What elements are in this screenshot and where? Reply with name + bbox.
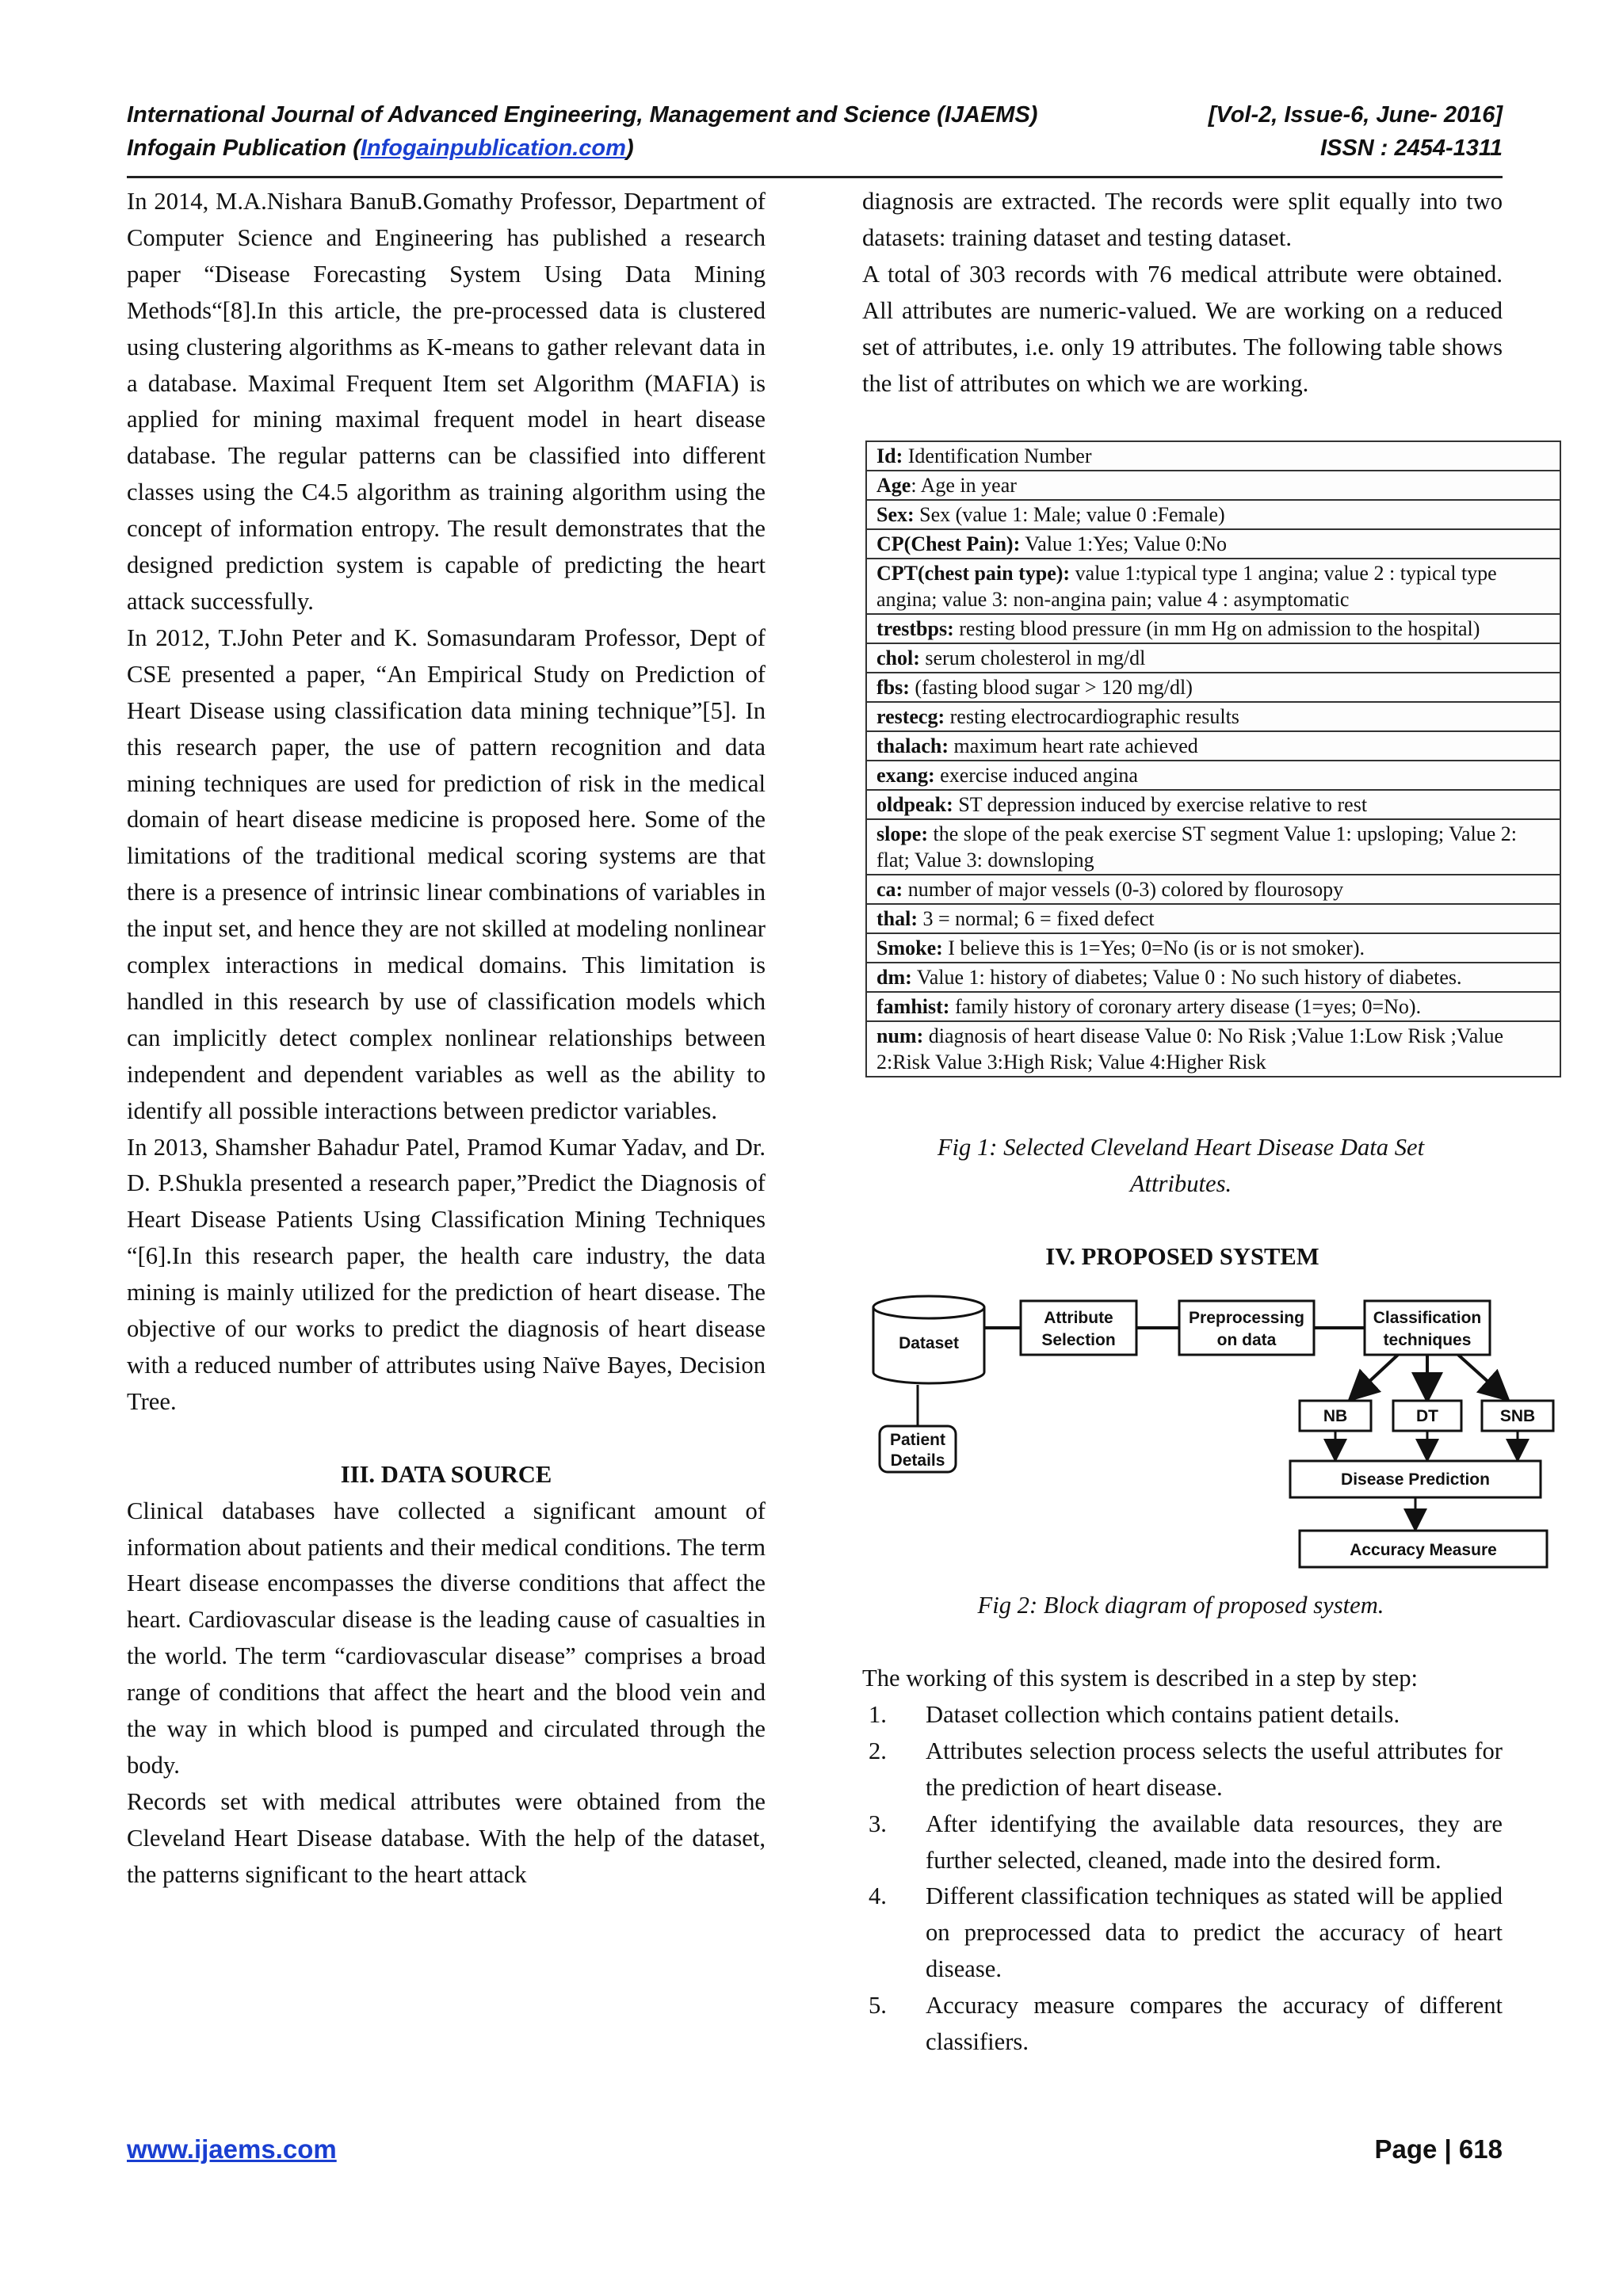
snb-label: SNB (1499, 1407, 1536, 1425)
arrow (1458, 1355, 1506, 1398)
attribute-name: Sex: (876, 503, 915, 526)
attribute-cell (866, 904, 1560, 933)
step-text: Different classification techniques as stated will be applied on preprocessed data to predict the accuracy of heart disease. (926, 1882, 1503, 1983)
attribute-row (866, 933, 1560, 963)
step-number: 3. (869, 1810, 887, 1837)
attribute-row (866, 500, 1560, 529)
attribute-cell (866, 500, 1560, 529)
list-item (862, 1733, 1503, 1806)
attribute-row (866, 790, 1560, 819)
attribute-row (866, 614, 1560, 643)
attribute-row (866, 819, 1560, 875)
arrow (1352, 1355, 1398, 1398)
attribute-cell (866, 471, 1560, 500)
attribute-row (866, 673, 1560, 702)
attribute-name: CPT(chest pain type): (876, 562, 1071, 585)
attribute-name: restecg: (876, 705, 945, 728)
step-text: Accuracy measure compares the accuracy of different classifiers. (926, 1992, 1503, 2056)
attribute-cell (866, 963, 1560, 992)
attribute-name: Smoke: (876, 936, 943, 959)
attribute-description: number of major vessels (0-3) colored by flourosopy (903, 878, 1344, 901)
preproc-label-1: Preprocessing (1189, 1309, 1304, 1327)
attribute-description: Value 1:Yes; Value 0:No (1020, 532, 1228, 555)
attribute-cell (866, 441, 1560, 471)
class-label-2: techniques (1383, 1331, 1472, 1349)
page-footer (127, 2134, 1503, 2164)
patient-label-2: Details (890, 1451, 945, 1470)
section-title-text: IV. PROPOSED SYSTEM (1045, 1243, 1319, 1270)
right-column-top (862, 184, 1503, 402)
dataset-label: Dataset (899, 1334, 959, 1352)
disease-prediction-label: Disease Prediction (1341, 1470, 1490, 1489)
attribute-description: I believe this is 1=Yes; 0=No (is or is not smoker). (942, 936, 1365, 959)
attribute-description: Sex (value 1: Male; value 0 :Female) (914, 503, 1225, 526)
publisher-suffix: ) (625, 135, 634, 161)
attribute-name: fbs: (876, 676, 910, 699)
paragraph: In 2013, Shamsher Bahadur Patel, Pramod Kumar Yadav, and Dr. D. P.Shukla presented a research paper,”Predict the Diagnosis of Heart Disease Patients Using Classification Mining Techniques “[6].In this research paper, the health care industry, the data mining is mainly utilized for the prediction of heart disease. The objective of our works to predict the diagnosis of heart disease with a reduced number of attributes using Naïve Bayes, Decision Tree. (127, 1133, 766, 1415)
attribute-row (866, 529, 1560, 559)
attribute-row (866, 471, 1560, 500)
attribute-description: the slope of the peak exercise ST segment Value 1: upsloping; Value 2: flat; Value 3: downsloping (876, 822, 1518, 871)
attribute-description: 3 = normal; 6 = fixed defect (918, 907, 1155, 930)
attribute-description: ST depression induced by exercise relative to rest (953, 793, 1368, 816)
preproc-label-2: on data (1216, 1331, 1277, 1349)
snb-box (1482, 1401, 1553, 1431)
patient-details-box (880, 1426, 956, 1472)
attribute-name: Age (876, 474, 911, 497)
attribute-name: chol: (876, 646, 920, 669)
step-number: 2. (869, 1737, 887, 1764)
attribute-cell (866, 643, 1560, 673)
page-number: Page | 618 (1374, 2134, 1503, 2164)
publisher-prefix: Infogain Publication ( (127, 135, 361, 161)
accuracy-measure-label: Accuracy Measure (1350, 1541, 1497, 1559)
attribute-name: num: (876, 1024, 924, 1047)
dt-label: DT (1416, 1407, 1438, 1425)
accuracy-measure-box (1300, 1531, 1547, 1567)
paragraph: diagnosis are extracted. The records were split equally into two datasets: training dataset and testing dataset. (862, 188, 1503, 251)
attribute-row (866, 702, 1560, 731)
header-rule (127, 176, 1503, 178)
attribute-row (866, 761, 1560, 790)
attribute-description: diagnosis of heart disease Value 0: No Risk ;Value 1:Low Risk ;Value 2:Risk Value 3:High Risk; Value 4:Higher Risk (876, 1024, 1503, 1074)
nb-box (1300, 1401, 1371, 1431)
attribute-cell (866, 1021, 1560, 1077)
attribute-name: Id: (876, 444, 903, 467)
attribute-cell (866, 819, 1560, 875)
section-title-data-source: III. DATA SOURCE (340, 1460, 552, 1488)
patient-label-1: Patient (889, 1431, 946, 1449)
attribute-name: exang: (876, 764, 935, 787)
attribute-description: : Age in year (911, 474, 1017, 497)
running-header (127, 98, 1503, 165)
attribute-description: exercise induced angina (934, 764, 1138, 787)
paragraph: A total of 303 records with 76 medical attribute were obtained. All attributes are numeric-valued. We are working on a reduced set of attributes, i.e. only 19 attributes. The following table shows the list of attributes on which we are working. (862, 260, 1503, 397)
attribute-name: thal: (876, 907, 918, 930)
steps-intro: The working of this system is described in a step by step: (862, 1665, 1418, 1691)
dt-box (1393, 1401, 1461, 1431)
journal-title: International Journal of Advanced Engineering, Management and Science (IJAEMS) (127, 101, 1038, 128)
attribute-cell (866, 933, 1560, 963)
attribute-description: value 1:typical type 1 angina; value 2 : typical type angina; value 3: non-angina pain; value 4 : asymptomatic (876, 562, 1497, 611)
steps-list (862, 1697, 1503, 2061)
list-item (862, 1697, 1503, 1733)
publisher-link[interactable]: Infogainpublication.com (360, 135, 626, 161)
preprocessing-box (1179, 1301, 1314, 1355)
fig1-caption: Fig 1: Selected Cleveland Heart Disease Data Set Attributes. (937, 1134, 1425, 1197)
paragraph: In 2012, T.John Peter and K. Somasundaram Professor, Dept of CSE presented a paper, “An Empirical Study on Prediction of Heart Disease using classification data mining technique”[5]. In this research paper, the use of pattern recognition and data mining techniques are used for prediction of risk in the medical domain of heart disease medicine is proposed here. Some of the limitations of the traditional medical scoring systems are that there is a presence of intrinsic linear combinations of variables in the input set, and hence they are not skilled at modeling nonlinear complex interactions in medical domains. This limitation is handled in this research by use of classification models which can implicitly detect complex nonlinear relationships between independent and dependent variables as well as the ability to identify all possible interactions between predictor variables. (127, 624, 766, 1124)
nb-label: NB (1323, 1407, 1348, 1425)
left-column (127, 184, 766, 1894)
paragraph: Clinical databases have collected a significant amount of information about patients and their medical conditions. The term Heart disease encompasses the diverse conditions that affect the heart. Cardiovascular disease is the leading cause of casualties in the world. The term “cardiovascular disease” comprises a broad range of conditions that affect the heart and the blood vein and the way in which blood is pumped and circulated through the body. (127, 1497, 766, 1779)
attribute-description: resting electrocardiographic results (945, 705, 1239, 728)
attribute-cell (866, 790, 1560, 819)
fig2-caption: Fig 2: Block diagram of proposed system. (977, 1592, 1384, 1619)
volume-info: [Vol-2, Issue-6, June- 2016] (1208, 101, 1503, 128)
attribute-name: dm: (876, 966, 912, 989)
paragraph: Records set with medical attributes were obtained from the Cleveland Heart Disease database. With the help of the dataset, the patterns significant to the heart attack (127, 1787, 766, 1888)
attribute-name: slope: (876, 822, 928, 845)
attribute-description: serum cholesterol in mg/dl (919, 646, 1146, 669)
step-number: 1. (869, 1700, 887, 1728)
attribute-row (866, 963, 1560, 992)
attribute-cell (866, 614, 1560, 643)
attribute-description: Identification Number (903, 444, 1092, 467)
attribute-row (866, 441, 1560, 471)
attribute-name: thalach: (876, 734, 949, 757)
attribute-cell (866, 761, 1560, 790)
attr-sel-label-2: Selection (1041, 1331, 1116, 1349)
spacer (127, 1421, 766, 1457)
attribute-name: trestbps: (876, 617, 954, 640)
attribute-row (866, 643, 1560, 673)
attribute-name: oldpeak: (876, 793, 953, 816)
attribute-description: Value 1: history of diabetes; Value 0 : No such history of diabetes. (911, 966, 1462, 989)
attr-sel-label-1: Attribute (1044, 1309, 1113, 1327)
attribute-description: maximum heart rate achieved (949, 734, 1198, 757)
attribute-row (866, 875, 1560, 904)
step-number: 4. (869, 1882, 887, 1910)
attribute-description: family history of coronary artery disease (1=yes; 0=No). (949, 995, 1422, 1018)
attribute-cell (866, 559, 1560, 614)
attribute-selection-box (1021, 1301, 1136, 1355)
step-text: Attributes selection process selects the useful attributes for the prediction of heart disease. (926, 1737, 1503, 1801)
class-label-1: Classification (1373, 1309, 1482, 1327)
attribute-name: CP(Chest Pain): (876, 532, 1021, 555)
disease-prediction-box (1290, 1461, 1541, 1497)
attribute-row (866, 559, 1560, 614)
attribute-row (866, 731, 1560, 761)
publisher-line (127, 135, 634, 162)
step-text: After identifying the available data resources, they are further selected, cleaned, made into the desired form. (926, 1810, 1503, 1874)
paragraph: In 2014, M.A.Nishara BanuB.Gomathy Professor, Department of Computer Science and Engineering has published a research paper “Disease Forecasting System Using Data Mining Methods“[8].In this article, the pre-processed data is clustered using clustering algorithms as K-means to gather relevant data in a database. Maximal Frequent Item set Algorithm (MAFIA) is applied for mining maximal frequent model in heart disease database. The regular patterns can be classified into different classes using the C4.5 algorithm as training algorithm using the concept of information entropy. The result demonstrates that the designed prediction system is capable of predicting the heart attack successfully. (127, 188, 766, 615)
attribute-row (866, 992, 1560, 1021)
list-item (862, 1806, 1503, 1879)
steps-section (862, 1661, 1503, 2061)
classification-box (1365, 1301, 1490, 1355)
section-title-proposed-system (862, 1239, 1503, 1276)
attribute-cell (866, 529, 1560, 559)
attributes-table (865, 441, 1561, 1077)
block-diagram (865, 1293, 1563, 1586)
dataset-cylinder (873, 1296, 984, 1383)
attribute-row (866, 904, 1560, 933)
step-text: Dataset collection which contains patient details. (926, 1700, 1400, 1728)
list-item (862, 1988, 1503, 2061)
attribute-name: famhist: (876, 995, 950, 1018)
step-number: 5. (869, 1992, 887, 2019)
website-link[interactable]: www.ijaems.com (127, 2134, 337, 2164)
issn: ISSN : 2454-1311 (1320, 135, 1503, 161)
attribute-name: ca: (876, 878, 903, 901)
attribute-description: (fasting blood sugar > 120 mg/dl) (909, 676, 1193, 699)
attribute-description: resting blood pressure (in mm Hg on admission to the hospital) (953, 617, 1480, 640)
attribute-cell (866, 992, 1560, 1021)
list-item (862, 1878, 1503, 1988)
attribute-cell (866, 731, 1560, 761)
attribute-row (866, 1021, 1560, 1077)
attribute-cell (866, 875, 1560, 904)
attribute-cell (866, 702, 1560, 731)
attribute-cell (866, 673, 1560, 702)
